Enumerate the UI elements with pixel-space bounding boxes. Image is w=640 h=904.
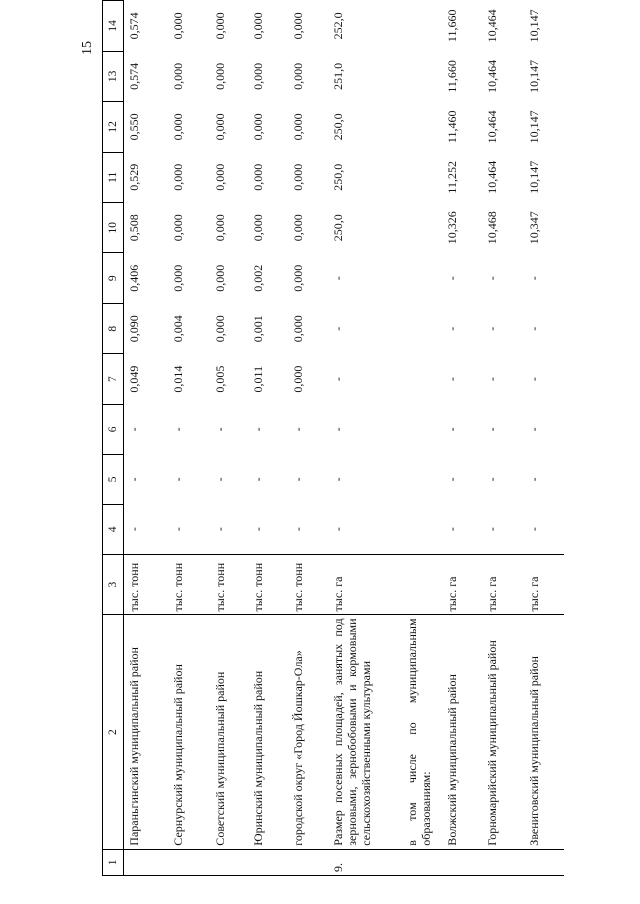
value-cell-col-9: -: [330, 276, 345, 281]
value-cell-col-5: -: [444, 477, 459, 482]
column-header-11: 11: [103, 152, 124, 202]
value-cell-col-10: 0,000: [290, 214, 305, 242]
indicator-name: городской округ «Город Йошкар-Ола»: [288, 615, 328, 849]
column-header-7: 7: [103, 354, 124, 404]
value-cell-col-9: -: [484, 276, 499, 281]
indicator-name: Размер посевных площадей, занятых под зерновыми, зернобобовыми и кормовыми сельскохозяйственными культурами: [328, 615, 402, 849]
value-cell-col-5: -: [526, 477, 541, 482]
value-cell-col-9: -: [526, 276, 541, 281]
row-number: 9.: [328, 849, 402, 875]
value-cell-col-12: [402, 102, 442, 152]
column-header-2: 2: [103, 615, 124, 849]
value-cell-col-10: 10,347: [526, 211, 541, 245]
value-cell-col-6: -: [212, 427, 227, 432]
value-cell-col-6: -: [526, 427, 541, 432]
value-cell-col-14: 10,147: [526, 9, 541, 43]
unit-of-measure: тыс. тонн: [168, 554, 210, 615]
value-cell-col-14: 252,0: [330, 12, 345, 40]
row-number: [442, 849, 482, 875]
value-cell-col-6: -: [127, 427, 141, 432]
value-cell-col-4: -: [330, 527, 345, 532]
value-cell-col-11: 250,0: [330, 163, 345, 191]
value-cell-col-6: -: [444, 427, 459, 432]
page-number: 15: [80, 41, 95, 55]
value-cell-col-14: 11,660: [444, 9, 459, 43]
value-cell-col-8: 0,000: [212, 315, 227, 343]
value-cell-col-12: 10,464: [484, 110, 499, 144]
value-cell-col-6: -: [170, 427, 185, 432]
column-header-5: 5: [103, 454, 124, 504]
value-cell-col-11: 0,000: [290, 163, 305, 191]
value-cell-col-9: [402, 253, 442, 303]
value-cell-col-6: -: [330, 427, 345, 432]
indicator-name: в том числе по муниципальным образованиям:: [402, 615, 442, 849]
unit-of-measure: тыс. га: [482, 554, 524, 615]
value-cell-col-12: 0,000: [212, 113, 227, 141]
value-cell-col-13: 11,660: [444, 60, 459, 93]
value-cell-col-11: 0,000: [250, 163, 265, 191]
indicator-name: Волжский муниципальный район: [442, 615, 482, 849]
value-cell-col-11: 0,000: [170, 163, 185, 191]
value-cell-col-6: -: [290, 427, 305, 432]
value-cell-col-10: 0,000: [212, 214, 227, 242]
value-cell-col-5: -: [484, 477, 499, 482]
column-header-9: 9: [103, 253, 124, 303]
value-cell-col-10: 0,000: [170, 214, 185, 242]
value-cell-col-4: -: [127, 527, 141, 532]
row-number: [124, 849, 168, 875]
value-cell-col-7: 0,011: [250, 365, 265, 393]
value-cell-col-11: 10,147: [526, 160, 541, 194]
indicator-name: Горномарийский муниципальный район: [482, 615, 524, 849]
row-number: [168, 849, 210, 875]
table-row: [328, 1, 402, 876]
unit-of-measure: тыс. га: [524, 554, 564, 615]
value-cell-col-7: -: [330, 377, 345, 382]
value-cell-col-12: 11,460: [444, 110, 459, 144]
unit-of-measure: тыс. га: [442, 554, 482, 615]
value-cell-col-14: 0,000: [170, 12, 185, 40]
value-cell-col-8: -: [444, 326, 459, 331]
value-cell-col-8: -: [330, 326, 345, 331]
value-cell-col-11: 0,000: [212, 163, 227, 191]
value-cell-col-12: 250,0: [330, 113, 345, 141]
value-cell-col-10: 10,326: [444, 211, 459, 245]
value-cell-col-4: -: [444, 527, 459, 532]
column-header-12: 12: [103, 102, 124, 152]
value-cell-col-12: 0,000: [170, 113, 185, 141]
table-row: [442, 1, 482, 876]
value-cell-col-7: 0,049: [127, 365, 141, 393]
value-cell-col-8: -: [526, 326, 541, 331]
column-header-10: 10: [103, 203, 124, 253]
table-row: [210, 1, 248, 876]
row-number: [210, 849, 248, 875]
value-cell-col-7: [402, 354, 442, 404]
value-cell-col-12: 0,000: [290, 113, 305, 141]
value-cell-col-9: 0,002: [250, 264, 265, 292]
value-cell-col-9: 0,000: [212, 264, 227, 292]
value-cell-col-8: 0,001: [250, 315, 265, 343]
value-cell-col-7: 0,014: [170, 365, 185, 393]
value-cell-col-13: 0,000: [212, 62, 227, 90]
table-row: [524, 1, 564, 876]
value-cell-col-9: 0,000: [170, 264, 185, 292]
value-cell-col-8: -: [484, 326, 499, 331]
data-table: [102, 0, 564, 876]
column-header-6: 6: [103, 404, 124, 454]
value-cell-col-6: -: [250, 427, 265, 432]
value-cell-col-4: -: [170, 527, 185, 532]
value-cell-col-9: 0,000: [290, 264, 305, 292]
value-cell-col-8: 0,004: [170, 315, 185, 343]
value-cell-col-7: -: [444, 377, 459, 382]
value-cell-col-12: 10,147: [526, 110, 541, 144]
column-header-1: 1: [103, 849, 124, 875]
row-number: [248, 849, 288, 875]
rotated-table-container: [102, 0, 582, 876]
unit-of-measure: тыс. тонн: [210, 554, 248, 615]
column-header-13: 13: [103, 51, 124, 101]
value-cell-col-7: 0,005: [212, 365, 227, 393]
value-cell-col-4: -: [250, 527, 265, 532]
value-cell-col-4: -: [484, 527, 499, 532]
value-cell-col-9: -: [444, 276, 459, 281]
value-cell-col-7: -: [484, 377, 499, 382]
value-cell-col-13: 10,147: [526, 59, 541, 93]
value-cell-col-4: -: [212, 527, 227, 532]
value-cell-col-8: 0,000: [290, 315, 305, 343]
indicator-name: Советский муниципальный район: [210, 615, 248, 849]
value-cell-col-14: [402, 1, 442, 52]
indicator-name: Юринский муниципальный район: [248, 615, 288, 849]
unit-of-measure: тыс. га: [328, 554, 402, 615]
value-cell-col-10: 0,508: [127, 214, 141, 242]
column-header-3: 3: [103, 554, 124, 615]
value-cell-col-8: [402, 303, 442, 353]
column-header-14: 14: [103, 1, 124, 52]
table-row: [288, 1, 328, 876]
table-row: [248, 1, 288, 876]
value-cell-col-4: -: [526, 527, 541, 532]
value-cell-col-11: 11,252: [444, 161, 459, 194]
value-cell-col-13: 0,000: [250, 62, 265, 90]
value-cell-col-10: 10,468: [484, 211, 499, 245]
value-cell-col-11: 10,464: [484, 160, 499, 194]
value-cell-col-6: -: [484, 427, 499, 432]
value-cell-col-14: 10,464: [484, 9, 499, 43]
table-row: [124, 1, 168, 876]
table-row: [482, 1, 524, 876]
unit-of-measure: тыс. тонн: [248, 554, 288, 615]
value-cell-col-10: 250,0: [330, 214, 345, 242]
row-number: [482, 849, 524, 875]
value-cell-col-7: 0,000: [290, 365, 305, 393]
value-cell-col-8: 0,090: [127, 315, 141, 343]
value-cell-col-13: 251,0: [330, 62, 345, 90]
column-number-header: [103, 1, 124, 876]
value-cell-col-5: [402, 454, 442, 504]
value-cell-col-4: [402, 504, 442, 554]
value-cell-col-11: [402, 152, 442, 202]
value-cell-col-12: 0,550: [127, 113, 141, 141]
value-cell-col-7: -: [526, 377, 541, 382]
value-cell-col-13: 0,000: [170, 62, 185, 90]
value-cell-col-13: [402, 51, 442, 101]
unit-of-measure: [402, 554, 442, 615]
value-cell-col-5: -: [330, 477, 345, 482]
value-cell-col-4: -: [290, 527, 305, 532]
value-cell-col-5: -: [127, 477, 141, 482]
value-cell-col-10: [402, 203, 442, 253]
value-cell-col-14: 0,000: [250, 12, 265, 40]
row-number: [288, 849, 328, 875]
table-row: [168, 1, 210, 876]
row-number: [402, 849, 442, 875]
unit-of-measure: тыс. тонн: [124, 554, 168, 615]
column-header-8: 8: [103, 303, 124, 353]
value-cell-col-13: 0,574: [127, 62, 141, 90]
value-cell-col-11: 0,529: [127, 163, 141, 191]
value-cell-col-6: [402, 404, 442, 454]
value-cell-col-13: 10,464: [484, 59, 499, 93]
value-cell-col-14: 0,574: [127, 12, 141, 40]
indicator-name: Звениговский муниципальный район: [524, 615, 564, 849]
value-cell-col-14: 0,000: [212, 12, 227, 40]
value-cell-col-5: -: [290, 477, 305, 482]
value-cell-col-9: 0,406: [127, 264, 141, 292]
column-header-4: 4: [103, 504, 124, 554]
value-cell-col-13: 0,000: [290, 62, 305, 90]
indicator-name: Сернурский муниципальный район: [168, 615, 210, 849]
value-cell-col-12: 0,000: [250, 113, 265, 141]
value-cell-col-5: -: [170, 477, 185, 482]
unit-of-measure: тыс. тонн: [288, 554, 328, 615]
value-cell-col-14: 0,000: [290, 12, 305, 40]
value-cell-col-5: -: [250, 477, 265, 482]
table-row: [402, 1, 442, 876]
value-cell-col-10: 0,000: [250, 214, 265, 242]
indicator-name: Параньгинский муниципальный район: [124, 615, 168, 849]
value-cell-col-5: -: [212, 477, 227, 482]
row-number: [524, 849, 564, 875]
